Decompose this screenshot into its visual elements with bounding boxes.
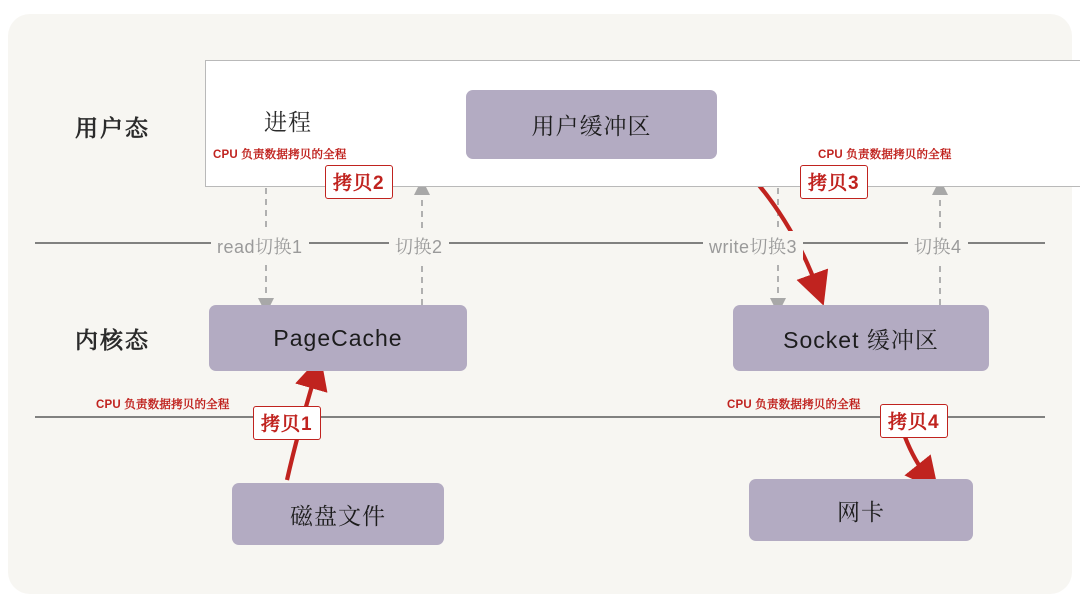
switch-tag-4: 切换4: [908, 231, 968, 261]
label-kernel-mode: 内核态: [75, 327, 150, 353]
box-user-buffer[interactable]: 用户缓冲区: [466, 90, 717, 159]
copy-tag-1: 拷贝1: [253, 406, 321, 440]
box-socket-buffer[interactable]: Socket 缓冲区: [733, 305, 989, 371]
copy-tag-4: 拷贝4: [880, 404, 948, 438]
cpu-note-3: CPU 负责数据拷贝的全程: [96, 399, 230, 411]
cpu-note-4: CPU 负责数据拷贝的全程: [727, 399, 861, 411]
cpu-note-2: CPU 负责数据拷贝的全程: [818, 149, 952, 161]
cpu-note-1: CPU 负责数据拷贝的全程: [213, 149, 347, 161]
label-process: 进程: [264, 109, 312, 135]
copy-arrow-4: [905, 437, 928, 478]
box-page-cache[interactable]: PageCache: [209, 305, 467, 371]
switch-tag-3: write切换3: [703, 231, 803, 261]
box-nic[interactable]: 网卡: [749, 479, 973, 541]
label-user-mode: 用户态: [75, 115, 150, 141]
switch-tag-2: 切换2: [389, 231, 449, 261]
copy-tag-3: 拷贝3: [800, 165, 868, 199]
switch-tag-1: read切换1: [211, 231, 309, 261]
copy-tag-2: 拷贝2: [325, 165, 393, 199]
box-disk-file[interactable]: 磁盘文件: [232, 483, 444, 545]
